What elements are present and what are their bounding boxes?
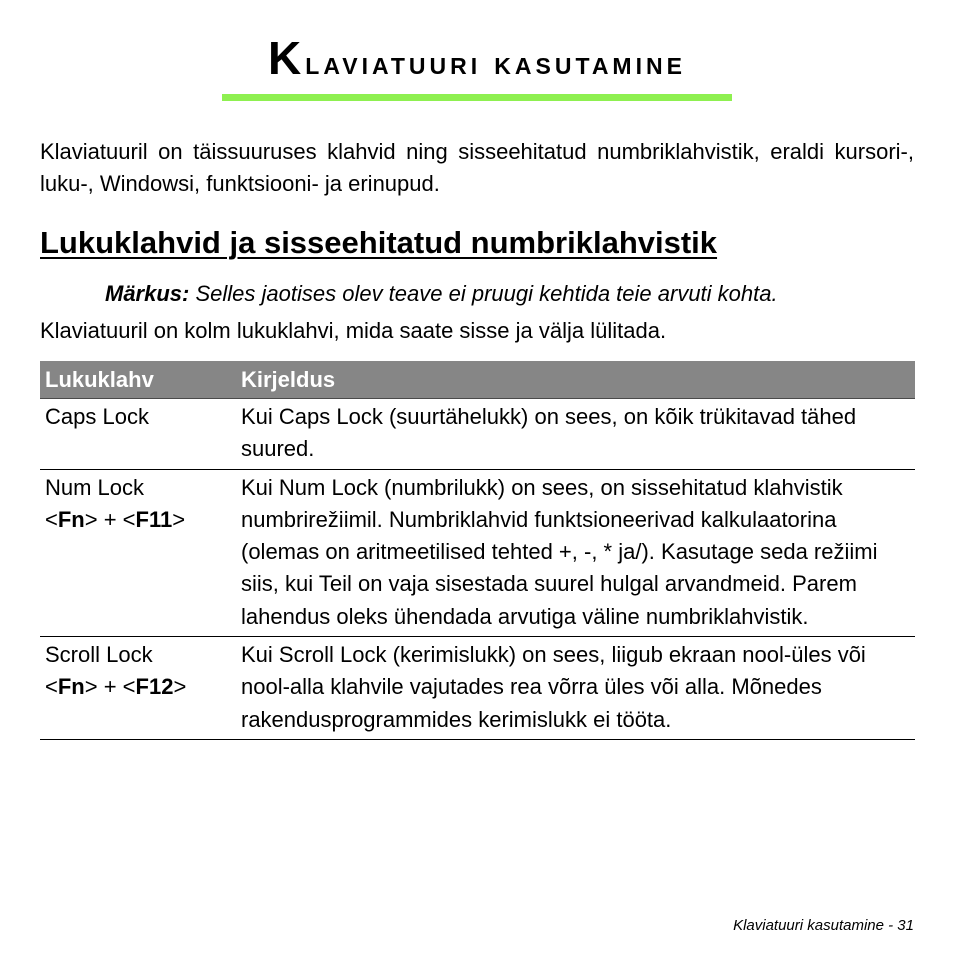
page-title-initial: K [268,32,306,84]
key-name: Num Lock [45,474,145,500]
lead-paragraph: Klaviatuuril on kolm lukuklahvi, mida saate sisse ja välja lülitada. [40,318,667,343]
key-name: Caps Lock [45,404,149,429]
key-cell [40,637,236,740]
description-cell: Kui Scroll Lock (kerimislukk) on sees, liigub ekraan nool-üles või nool-alla klahvile vajutades rea võrra üles või alla. Mõnedes rakendusprogrammides kerimislukk ei tööta. [236,637,915,740]
shortcut-key-fn: Fn [57,506,85,532]
key-shortcut [45,507,185,532]
shortcut-bracket: > [172,506,186,532]
key-shortcut [45,674,186,699]
page-title [0,30,954,91]
table-row [40,399,915,470]
key-name: Scroll Lock [45,642,153,668]
section-heading: Lukuklahvid ja sisseehitatud numbriklahvistik [40,225,718,260]
description-cell: Kui Caps Lock (suurtähelukk) on sees, on kõik trükitavad tähed suured. [236,399,915,470]
column-header-key: Lukuklahv [40,361,236,399]
table-row [40,637,915,740]
key-cell [40,469,236,636]
note-text: Selles jaotises olev teave ei pruugi kehtida teie arvuti kohta. [189,281,778,306]
intro-paragraph: Klaviatuuril on täissuuruses klahvid ning sisseehitatud numbriklahvistik, eraldi kursori-, luku-, Windowsi, funktsiooni- ja erinupud. [40,139,914,196]
table-header-row [40,361,915,399]
key-cell [40,399,236,470]
shortcut-bracket: < [45,674,58,700]
shortcut-key-f12: F12 [135,674,174,700]
shortcut-joiner: > + < [84,674,136,700]
column-header-description: Kirjeldus [236,361,915,399]
lock-keys-table [40,361,915,740]
shortcut-bracket: < [45,506,58,532]
shortcut-joiner: > + < [84,506,136,532]
page-title-rest: laviatuuri kasutamine [305,44,686,81]
title-accent-bar [222,94,732,101]
shortcut-bracket: > [173,674,187,700]
note-label: Märkus: [105,281,190,306]
page-footer: Klaviatuuri kasutamine - 31 [733,917,914,934]
description-cell: Kui Num Lock (numbrilukk) on sees, on sissehitatud klahvistik numbrirežiimil. Numbriklahvid funktsioneerivad kalkulaatorina (olemas on aritmeetilised tehted +, -, * ja/). Kasutage seda režiimi siis, kui Teil on vaja sisestada suurel hulgal arvandmeid. Parem lahendus oleks ühendada arvutiga väline numbriklahvistik. [236,469,915,636]
shortcut-key-f11: F11 [135,506,173,532]
table-row [40,469,915,636]
note [105,279,778,309]
shortcut-key-fn: Fn [57,674,85,700]
